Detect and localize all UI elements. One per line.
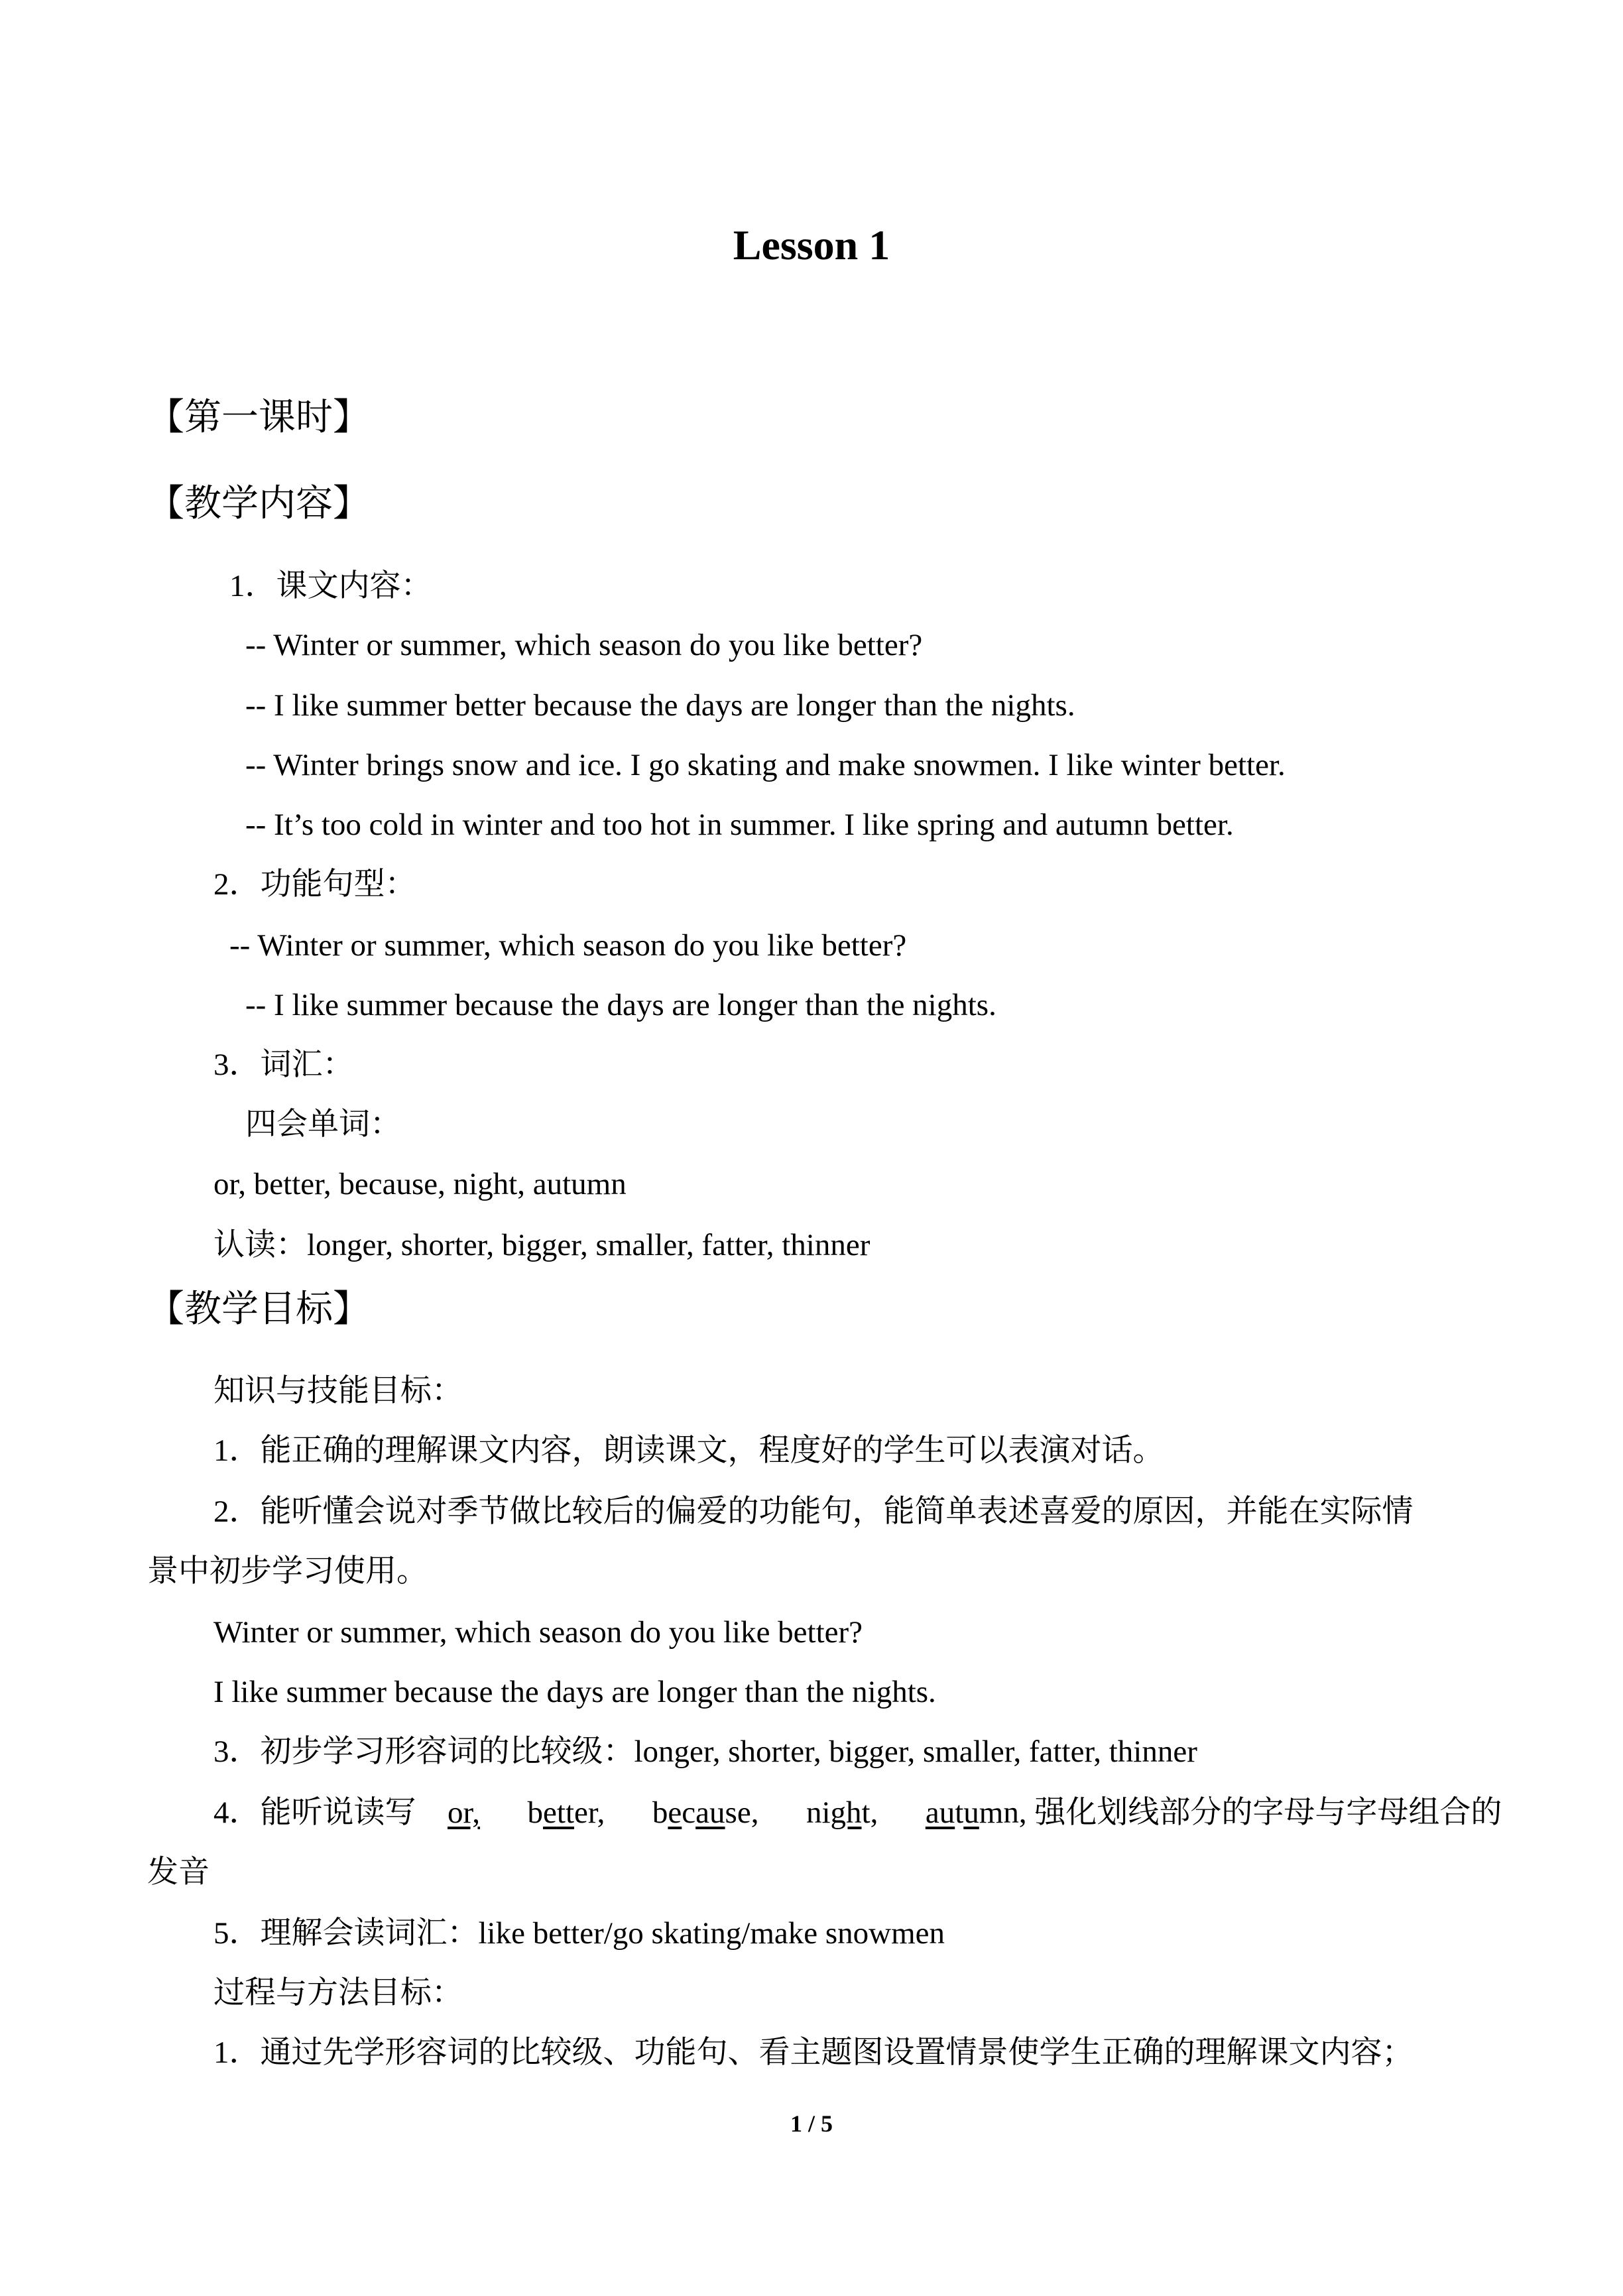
goal-sentence-1: Winter or summer, which season do you like better?	[213, 1615, 863, 1650]
goal-4-line-2: 发音	[147, 1855, 210, 1890]
function-sentence-1: -- Winter or summer, which season do you like better?	[229, 928, 907, 963]
dialog-line-4: -- It’s too cold in winter and too hot in summer. I like spring and autumn better.	[245, 808, 1234, 842]
function-sentence-2: -- I like summer because the days are longer than the nights.	[245, 988, 996, 1022]
goal-3: 3．初步学习形容词的比较级：longer, shorter, bigger, smaller, fatter, thinner	[213, 1734, 1197, 1769]
page-number: 1 / 5	[790, 2110, 833, 2137]
goal-2-line-1: 2．能听懂会说对季节做比较后的偏爱的功能句，能简单表述喜爱的原因，并能在实际情	[213, 1494, 1413, 1529]
dialog-line-2: -- I like summer better because the days are longer than the nights.	[245, 688, 1075, 723]
section-goals: 【教学目标】	[147, 1289, 370, 1330]
word-better: better,	[527, 1795, 605, 1830]
process-goal-1: 1．通过先学形容词的比较级、功能句、看主题图设置情景使学生正确的理解课文内容；	[213, 2035, 1413, 2070]
goal-4-prefix: 4．能听说读写	[213, 1795, 416, 1830]
vocab-label: 四会单词：	[245, 1107, 401, 1142]
goal-2-line-2: 景中初步学习使用。	[147, 1554, 428, 1589]
read-words: 认读：longer, shorter, bigger, smaller, fatter, thinner	[213, 1228, 871, 1262]
content-item-1: 1．课文内容：	[229, 569, 432, 603]
dialog-line-3: -- Winter brings snow and ice. I go skating and make snowmen. I like winter better.	[245, 748, 1286, 782]
process-label: 过程与方法目标：	[213, 1976, 463, 2010]
section-content: 【教学内容】	[147, 483, 370, 524]
word-because: because,	[652, 1795, 759, 1830]
word-or: or,	[448, 1795, 481, 1830]
knowledge-label: 知识与技能目标：	[213, 1374, 463, 1408]
dialog-line-1: -- Winter or summer, which season do you like better?	[245, 628, 923, 662]
content-item-3: 3．词汇：	[213, 1048, 354, 1082]
vocab-words: or, better, because, night, autumn	[213, 1167, 627, 1201]
word-night: night,	[806, 1795, 878, 1830]
goal-4-suffix: 强化划线部分的字母与字母组合的	[1034, 1795, 1502, 1830]
goal-1: 1．能正确的理解课文内容，朗读课文，程度好的学生可以表演对话。	[213, 1433, 1164, 1468]
goal-sentence-2: I like summer because the days are longer than the nights.	[213, 1675, 936, 1709]
goal-4	[213, 1793, 1502, 1833]
page-title: Lesson 1	[733, 221, 890, 269]
word-autumn: autumn,	[925, 1795, 1027, 1830]
section-period: 【第一课时】	[147, 397, 370, 438]
goal-5: 5．理解会读词汇：like better/go skating/make snowmen	[213, 1916, 945, 1951]
content-item-2: 2．功能句型：	[213, 867, 416, 902]
